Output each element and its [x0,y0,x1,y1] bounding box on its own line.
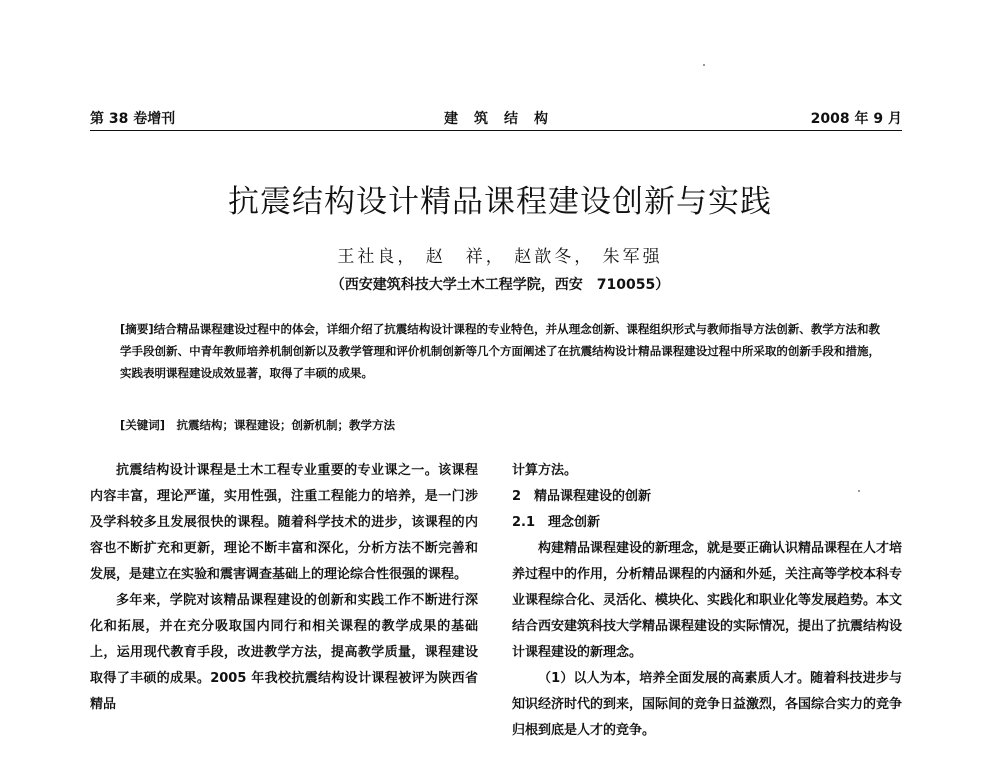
running-header [90,108,902,131]
left-column [90,458,478,718]
journal-name: 建筑结构 [444,111,564,127]
volume-label: 第 38 卷增刊 [90,111,176,127]
scan-speck [858,490,860,492]
paragraph: 多年来，学院对该精品课程建设的创新和实践工作不断进行深化和拓展，并在充分吸取国内同行和相关课程的教学成果的基础上，运用现代教育手段，改进教学方法，提高教学质量，课程建设取得了丰硕的成果。2005 年我校抗震结构设计课程被评为陕西省精品 [90,593,478,712]
subsection-heading: 2.1 理念创新 [512,515,601,530]
abstract: [摘要]结合精品课程建设过程中的体会，详细介绍了抗震结构设计课程的专业特色，并从理念创新、课程组织形式与教师指导方法创新、教学方法和教学手段创新、中青年教师培养机制创新以及教学管理和评价机制创新等几个方面阐述了在抗震结构设计精品课程建设过程中所采取的创新手段和措施，实践表明课程建设成效显著，取得了丰硕的成果。 [120,322,880,380]
paragraph: 构建精品课程建设的新理念，就是要正确认识精品课程在人才培养过程中的作用，分析精品课程的内涵和外延，关注高等学校本科专业课程综合化、灵活化、模块化、实践化和职业化等发展趋势。本文结合西安建筑科技大学精品课程建设的实际情况，提出了抗震结构设计课程建设的新理念。 [512,541,903,660]
author-list: 王社良， 赵 祥， 赵歆冬， 朱军强 [337,247,663,267]
issue-date: 2008 年 9 月 [810,111,902,127]
keywords: [关键词] 抗震结构；课程建设；创新机制；教学方法 [120,418,396,432]
scan-speck [703,64,705,66]
affiliation: （西安建筑科技大学土木工程学院，西安 710055） [330,277,670,293]
section-heading: 2 精品课程建设的创新 [512,489,652,504]
paragraph: 计算方法。 [512,463,578,478]
right-column [512,458,902,744]
paragraph: 抗震结构设计课程是土木工程专业重要的专业课之一。该课程内容丰富，理论严谨，实用性强，注重工程能力的培养，是一门涉及学科较多且发展很快的课程。随着科学技术的进步，该课程的内容也不断扩充和更新，理论不断丰富和深化，分析方法不断完善和发展，是建立在实验和震害调查基础上的理论综合性很强的课程。 [90,463,478,582]
paragraph: （1）以人为本，培养全面发展的高素质人才。随着科技进步与知识经济时代的到来，国际间的竞争日益激烈，各国综合实力的竞争归根到底是人才的竞争。 [512,671,903,738]
paper-title: 抗震结构设计精品课程建设创新与实践 [228,184,772,220]
